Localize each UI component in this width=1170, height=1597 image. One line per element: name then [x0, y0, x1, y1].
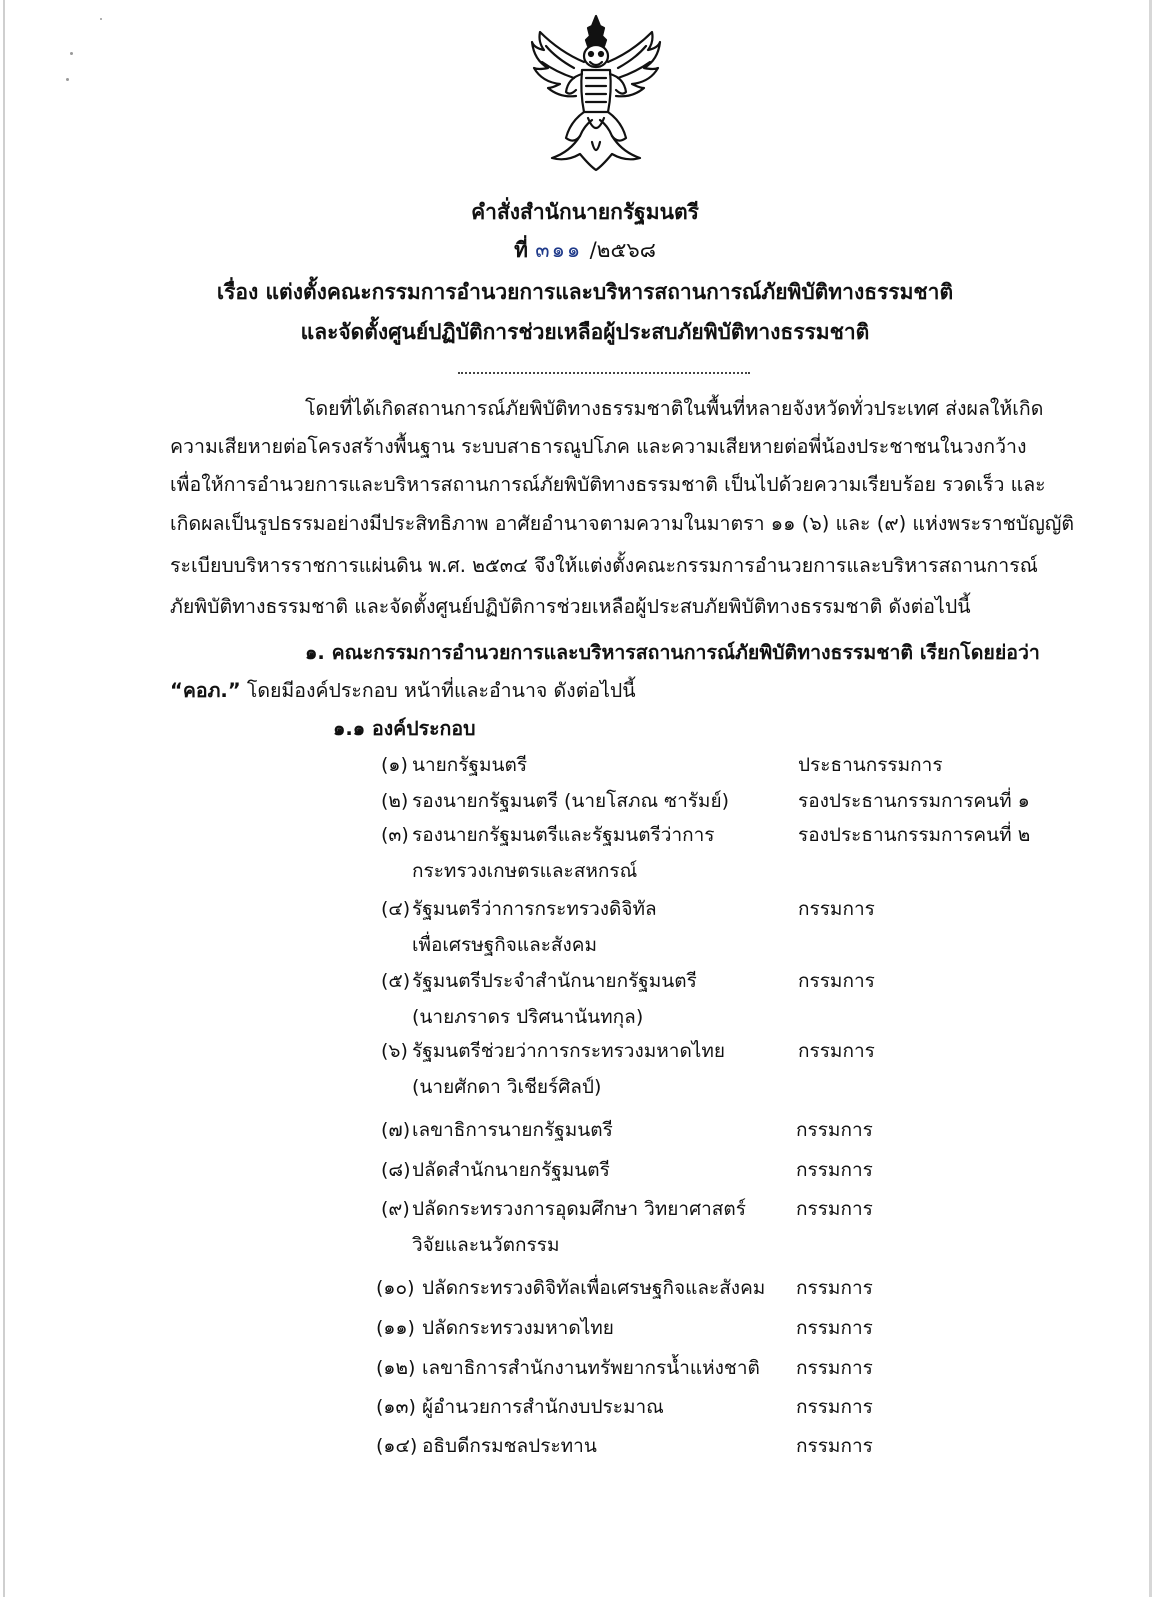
member-number: (๕) — [381, 970, 411, 992]
member-role: กรรมการ — [796, 1119, 873, 1141]
member-name: ผู้อำนวยการสำนักงบประมาณ — [422, 1396, 664, 1418]
section-1-line-2-text: โดยมีองค์ประกอบ หน้าที่และอำนาจ ดังต่อไปนี้ — [240, 679, 636, 702]
member-name: อธิบดีกรมชลประทาน — [422, 1435, 597, 1457]
preamble-line: เกิดผลเป็นรูปธรรมอย่างมีประสิทธิภาพ อาศัยอำนาจตามความในมาตรา ๑๑ (๖) และ (๙) แห่งพระราชบัญญัติ — [170, 512, 1075, 535]
preamble-line: โดยที่ได้เกิดสถานการณ์ภัยพิบัติทางธรรมชาติในพื้นที่หลายจังหวัดทั่วประเทศ ส่งผลให้เกิด — [305, 397, 1044, 420]
member-name: รองนายกรัฐมนตรี (นายโสภณ ซารัมย์) — [412, 790, 730, 812]
scan-speck — [70, 52, 73, 55]
member-name: รัฐมนตรีประจำสำนักนายกรัฐมนตรี — [412, 970, 697, 992]
committee-abbreviation: “คอภ.” — [170, 679, 241, 702]
member-role: กรรมการ — [796, 1357, 873, 1379]
member-number: (๔) — [381, 898, 411, 920]
member-number: (๑๑) — [376, 1317, 415, 1339]
member-name: รองนายกรัฐมนตรีและรัฐมนตรีว่าการ — [412, 824, 715, 846]
member-name: รัฐมนตรีช่วยว่าการกระทรวงมหาดไทย — [412, 1040, 726, 1062]
member-name: รัฐมนตรีว่าการกระทรวงดิจิทัล — [412, 898, 657, 920]
member-name: ปลัดสำนักนายกรัฐมนตรี — [412, 1159, 610, 1181]
member-name: (นายภราดร ปริศนานันทกุล) — [412, 1006, 644, 1028]
member-role: กรรมการ — [796, 1396, 873, 1418]
member-role: กรรมการ — [798, 898, 875, 920]
member-number: (๑๒) — [376, 1357, 416, 1379]
member-role: ประธานกรรมการ — [798, 754, 943, 776]
order-number-prefix: ที่ — [514, 238, 528, 262]
member-role: รองประธานกรรมการคนที่ ๒ — [798, 824, 1031, 846]
member-name: (นายศักดา วิเชียร์ศิลป์) — [412, 1076, 602, 1098]
member-number: (๗) — [381, 1119, 411, 1141]
composition-heading: ๑.๑ องค์ประกอบ — [333, 717, 476, 740]
member-role: กรรมการ — [796, 1317, 873, 1339]
member-number: (๑๐) — [376, 1277, 415, 1299]
scan-speck — [66, 78, 69, 81]
preamble-line: ระเบียบบริหารราชการแผ่นดิน พ.ศ. ๒๕๓๔ จึงให้แต่งตั้งคณะกรรมการอำนวยการและบริหารสถานการณ์ — [170, 554, 1038, 577]
member-number: (๑๔) — [376, 1435, 418, 1457]
member-role: กรรมการ — [796, 1159, 873, 1181]
member-number: (๑๓) — [376, 1396, 416, 1418]
subject-line-1: เรื่อง แต่งตั้งคณะกรรมการอำนวยการและบริหารสถานการณ์ภัยพิบัติทางธรรมชาติ — [216, 280, 954, 304]
member-role: รองประธานกรรมการคนที่ ๑ — [798, 790, 1030, 812]
member-name: ปลัดกระทรวงการอุดมศึกษา วิทยาศาสตร์ — [412, 1198, 746, 1220]
section-1-heading: ๑. คณะกรรมการอำนวยการและบริหารสถานการณ์ภัยพิบัติทางธรรมชาติ เรียกโดยย่อว่า — [305, 641, 1040, 664]
member-name: นายกรัฐมนตรี — [412, 754, 528, 776]
member-number: (๑) — [381, 754, 408, 776]
order-year: /๒๕๖๘ — [589, 238, 656, 262]
scan-speck — [100, 18, 102, 20]
member-role: กรรมการ — [796, 1198, 873, 1220]
member-number: (๒) — [381, 790, 409, 812]
member-number: (๖) — [381, 1040, 408, 1062]
member-number: (๓) — [381, 824, 409, 846]
member-name: เพื่อเศรษฐกิจและสังคม — [412, 934, 598, 956]
subject-line-2: และจัดตั้งศูนย์ปฏิบัติการช่วยเหลือผู้ประสบภัยพิบัติทางธรรมชาติ — [300, 320, 870, 344]
member-name: เลขาธิการสำนักงานทรัพยากรน้ำแห่งชาติ — [422, 1357, 760, 1379]
member-number: (๙) — [381, 1198, 410, 1220]
member-role: กรรมการ — [796, 1277, 873, 1299]
member-role: กรรมการ — [798, 970, 875, 992]
garuda-emblem-icon — [530, 12, 662, 172]
preamble-line: เพื่อให้การอำนวยการและบริหารสถานการณ์ภัยพิบัติทางธรรมชาติ เป็นไปด้วยความเรียบร้อย รวดเร็ว และ — [170, 473, 1046, 496]
member-role: กรรมการ — [796, 1435, 873, 1457]
dotted-divider — [458, 372, 750, 374]
member-name: เลขาธิการนายกรัฐมนตรี — [412, 1119, 613, 1141]
order-title: คำสั่งสำนักนายกรัฐมนตรี — [471, 200, 699, 224]
member-name: ปลัดกระทรวงมหาดไทย — [422, 1317, 614, 1339]
member-name: วิจัยและนวัตกรรม — [412, 1234, 560, 1256]
section-1-line-2 — [170, 678, 636, 704]
member-role: กรรมการ — [798, 1040, 875, 1062]
preamble-line: ภัยพิบัติทางธรรมชาติ และจัดตั้งศูนย์ปฏิบัติการช่วยเหลือผู้ประสบภัยพิบัติทางธรรมชาติ ดังต่อไปนี้ — [170, 595, 971, 618]
order-number-line — [0, 234, 1170, 267]
order-number: ๓๑๑ — [535, 238, 583, 262]
member-name: ปลัดกระทรวงดิจิทัลเพื่อเศรษฐกิจและสังคม — [422, 1277, 766, 1299]
preamble-line: ความเสียหายต่อโครงสร้างพื้นฐาน ระบบสาธารณูปโภค และความเสียหายต่อพี่น้องประชาชนในวงกว้าง — [170, 435, 1027, 458]
member-name: กระทรวงเกษตรและสหกรณ์ — [412, 860, 638, 882]
member-number: (๘) — [381, 1159, 411, 1181]
